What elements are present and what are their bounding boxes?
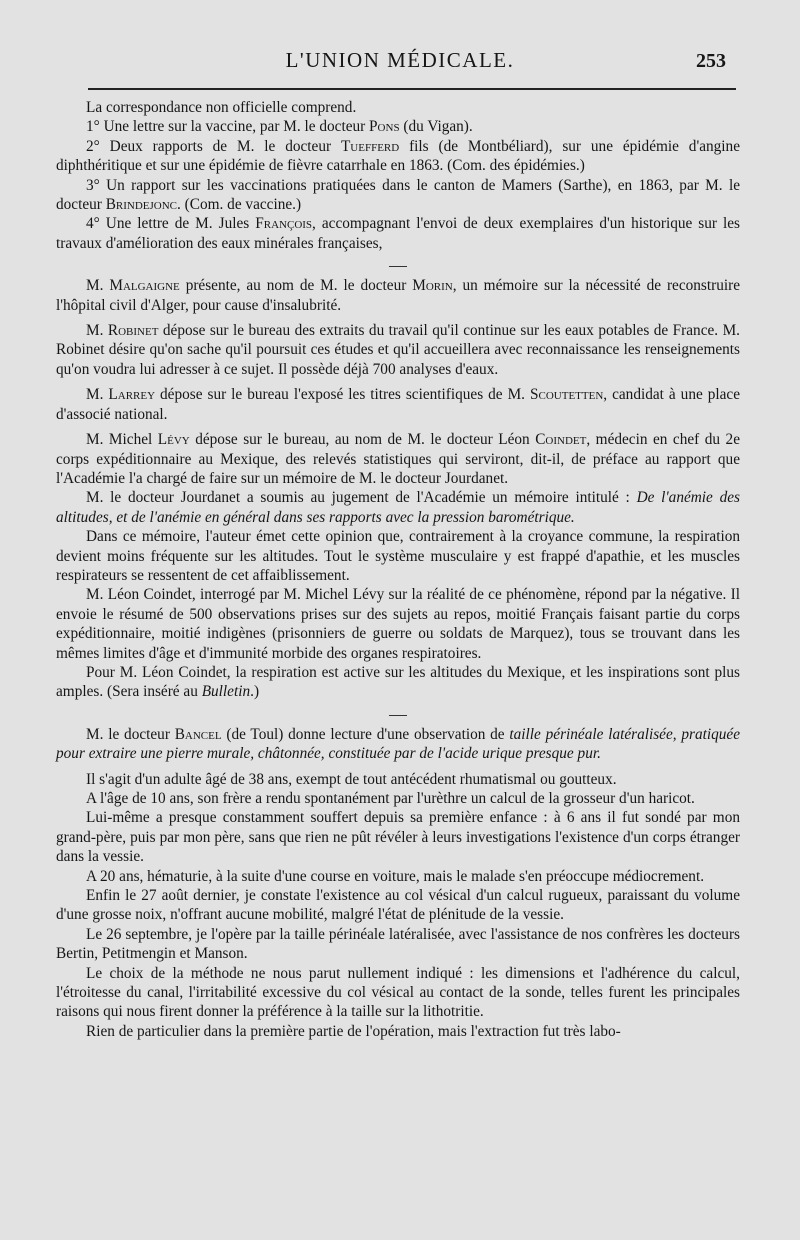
text-segment: 4° Une lettre de M. Jules — [86, 215, 256, 233]
paragraph — [56, 886, 740, 925]
paragraph — [56, 98, 740, 117]
paragraph — [56, 214, 740, 253]
paragraph — [56, 964, 740, 1022]
text-segment: dépose sur le bureau l'exposé les titres scientifiques de M. — [155, 386, 530, 404]
italic-text: Bulletin — [201, 683, 251, 701]
section-separator — [56, 256, 740, 270]
person-name: Scoutetten — [530, 386, 604, 404]
paragraph — [56, 176, 740, 215]
running-title: L'UNION MÉDICALE. — [285, 48, 515, 72]
section-separator — [56, 705, 740, 719]
paragraph — [56, 925, 740, 964]
text-segment: M. — [86, 386, 109, 404]
paragraph — [56, 488, 740, 527]
person-name: Malgaigne — [109, 277, 180, 295]
paragraph — [56, 808, 740, 866]
paragraph — [56, 276, 740, 315]
text-segment: (du Vigan). — [399, 118, 473, 136]
text-segment: .) — [250, 683, 260, 701]
text-segment: Lui-même a presque constamment souffert depuis sa première enfance : à 6 ans il fut sondé par mon grand-père, puis par mon père, sans que rien ne pût révéler à leurs investigations l'existence d'un corps étranger dans la vessie. — [56, 809, 740, 866]
paragraph — [56, 321, 740, 379]
paragraph — [56, 117, 740, 136]
paragraph — [56, 770, 740, 789]
text-segment: présente, au nom de M. le docteur — [179, 277, 413, 295]
paragraph — [56, 430, 740, 488]
text-segment: Le choix de la méthode ne nous parut nullement indiqué : les dimensions et l'adhérence du calcul, l'étroitesse du canal, l'irritabilité excessive du col vésical au contact de la sonde, telles furent les principales raisons qui nous firent donner la préférence à la taille sur la lithotritie. — [56, 964, 740, 1021]
italic-text: De l'anémie des altitudes, et de l'anémie en général dans ses rapports avec la pression barométrique. — [56, 489, 740, 526]
text-segment: 2° Deux rapports de M. le docteur — [86, 137, 341, 155]
paragraph — [56, 789, 740, 808]
person-name: Larrey — [108, 386, 156, 404]
text-segment: Dans ce mémoire, l'auteur émet cette opinion que, contrairement à la croyance commune, la respiration devient moins fréquente sur les altitudes. Tout le système musculaire y est frappé d'apathie, et les muscles respirateurs se ressentent de cet affaiblissement. — [56, 528, 740, 584]
text-segment: Il s'agit d'un adulte âgé de 38 ans, exempt de tout antécédent rhumatismal ou goutteux. — [86, 770, 617, 788]
text-segment: dépose sur le bureau, au nom de M. le docteur Léon — [189, 431, 536, 449]
page-number: 253 — [696, 50, 726, 72]
text-segment: M. le docteur — [86, 725, 175, 743]
text-segment: fils (de Montbéliard), sur une épidémie d'angine diphthéritique et sur une épidémie de fièvre catarrhale en 1863. (Com. des épidémies.) — [56, 137, 740, 175]
text-segment: La correspondance non officielle comprend. — [86, 99, 357, 116]
paragraph — [56, 663, 740, 702]
person-name: François — [255, 215, 313, 233]
paragraph — [56, 867, 740, 886]
text-segment: dépose sur le bureau des extraits du travail qu'il continue sur les eaux potables de France. M. Robinet désire qu'on sache qu'il poursuit ces études et qu'il accueillera avec reconnaissance les renseignements qu'on voudra lui adresser à ce sujet. Il possède déjà 700 analyses d'eaux. — [56, 322, 740, 378]
text-segment: . (Com. de vaccine.) — [177, 196, 302, 214]
person-name: Brindejonc — [105, 196, 178, 214]
text-segment: Rien de particulier dans la première partie de l'opération, mais l'extraction fut très labo- — [86, 1022, 621, 1040]
paragraph — [56, 527, 740, 585]
person-name: Tuefferd — [340, 137, 400, 155]
paragraph — [56, 1022, 740, 1041]
text-segment: , médecin en chef du 2e corps expéditionnaire au Mexique, des relevés statistiques qui serviront, dit-il, de préface au rapport que l'Académie l'a chargé de faire sur un mémoire de M. le docteur Jourdanet. — [56, 431, 740, 487]
paragraph — [56, 385, 740, 424]
text-segment: , accompagnant l'envoi de deux exemplaires d'un historique sur les travaux d'amélioration des eaux minérales françaises, — [56, 215, 741, 252]
italic-text: taille périnéale latéralisée, pratiquée pour extraire une pierre murale, châtonnée, constituée par de l'acide urique presque pur. — [56, 725, 741, 763]
person-name: Pons — [369, 118, 400, 136]
paragraph — [56, 725, 740, 764]
person-name: Coindet — [535, 431, 587, 449]
paragraph — [56, 585, 740, 663]
article-body — [56, 98, 740, 1041]
person-name: Morin — [412, 277, 453, 295]
text-segment: M. — [86, 322, 108, 340]
text-segment: 1° Une lettre sur la vaccine, par M. le docteur — [86, 118, 370, 136]
text-segment: , un mémoire sur la nécessité de reconstruire l'hôpital civil d'Alger, pour cause d'insalubrité. — [56, 277, 741, 314]
text-segment: (de Toul) donne lecture d'une observation de — [221, 725, 510, 743]
paragraph — [56, 137, 740, 176]
text-segment: A 20 ans, hématurie, à la suite d'une course en voiture, mais le malade s'en préoccupe médiocrement. — [86, 867, 705, 885]
text-segment: Pour M. Léon Coindet, la respiration est active sur les altitudes du Mexique, et les inspirations sont plus amples. (Sera inséré au — [56, 663, 740, 701]
person-name: Bancel — [174, 725, 222, 743]
text-segment: 3° Un rapport sur les vaccinations pratiquées dans le canton de Mamers (Sarthe), en 1863, par M. le docteur — [56, 176, 740, 214]
text-segment: Enfin le 27 août dernier, je constate l'existence au col vésical d'un calcul rugueux, paraissant du volume d'une grosse noix, n'offrant aucune mobilité, malgré l'état de plénitude de la vessie. — [56, 887, 740, 924]
text-segment: M. le docteur Jourdanet a soumis au jugement de l'Académie un mémoire intitulé : — [86, 489, 637, 507]
text-segment: M. Léon Coindet, interrogé par M. Michel Lévy sur la réalité de ce phénomène, répond par la négative. Il envoie le résumé de 500 observations prises sur des sujets au repos, moitié Français faisant partie du corps expéditionnaire, moitié indigènes (prisonniers de guerre ou soldats de Marquez), tous se trouvant dans les mêmes limites d'âge et d'immunité morbide des organes respiratoires. — [56, 586, 740, 662]
text-segment: A l'âge de 10 ans, son frère a rendu spontanément par l'urèthre un calcul de la grosseur d'un haricot. — [86, 790, 695, 807]
text-segment: Le 26 septembre, je l'opère par la taille périnéale latéralisée, avec l'assistance de nos confrères les docteurs Bertin, Petitmengin et Manson. — [56, 925, 740, 963]
text-segment: , candidat à une place d'associé national. — [56, 386, 741, 423]
page-header — [0, 0, 800, 84]
person-name: Lévy — [157, 431, 190, 449]
text-segment: M. — [86, 277, 110, 295]
header-rule — [88, 88, 736, 90]
person-name: Robinet — [107, 322, 159, 340]
text-segment: M. Michel — [86, 431, 158, 449]
